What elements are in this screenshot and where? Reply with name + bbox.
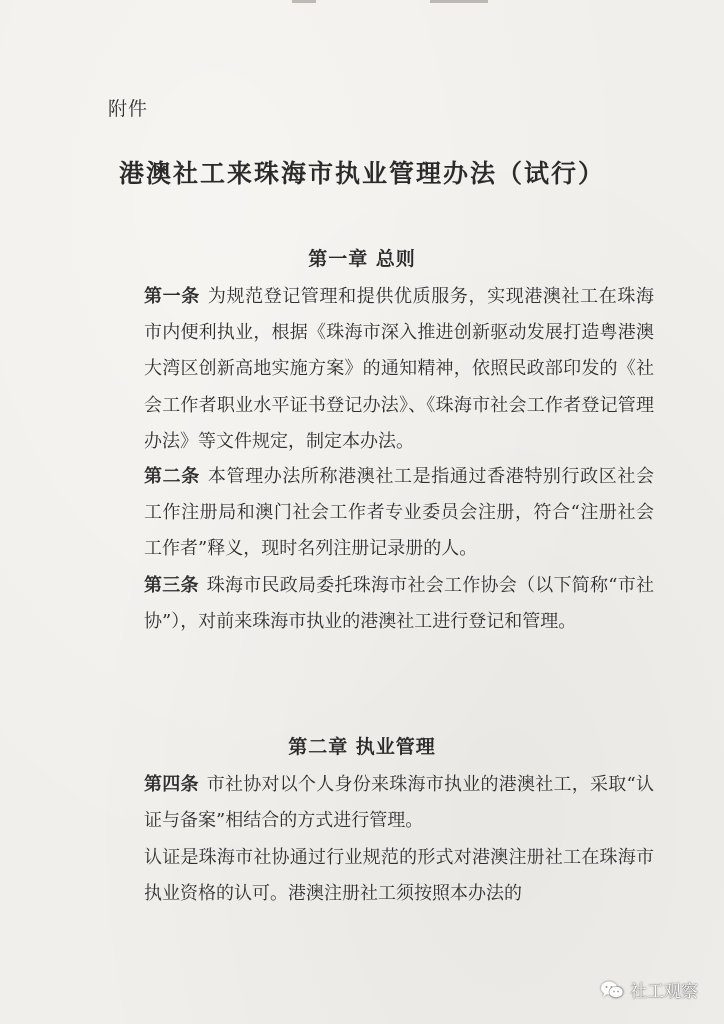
article-text: 本管理办法所称港澳社工是指通过香港特别行政区社会工作注册局和澳门社会工作者专业委员会注册，符合“注册社会工作者”释义，现时名列注册记录册的人。 — [144, 466, 655, 560]
article-lead: 第三条 — [144, 575, 199, 596]
watermark-text: 社工观察 — [630, 982, 698, 1002]
article-text: 珠海市民政局委托珠海市社会工作协会（以下简称“市社协”），对前来珠海市执业的港澳社工进行登记和管理。 — [144, 575, 655, 633]
article-lead: 第四条 — [144, 774, 199, 795]
chapter-heading-2: 第二章 执业管理 — [288, 736, 436, 758]
article-2 — [108, 459, 654, 568]
article-lead: 第二条 — [144, 466, 200, 487]
source-watermark — [600, 977, 698, 1002]
certification-paragraph: 认证是珠海市社协通过行业规范的形式对港澳注册社工在珠海市执业资格的认可。港澳注册社工须按照本办法的 — [144, 847, 654, 905]
article-text: 市社协对以个人身份来珠海市执业的港澳社工，采取“认证与备案”相结合的方式进行管理。 — [144, 774, 655, 832]
document-title: 港澳社工来珠海市执业管理办法（试行） — [118, 159, 605, 188]
scan-edge-mark — [430, 0, 488, 3]
scan-edge-mark — [292, 0, 316, 3]
article-text: 为规范登记管理和提供优质服务，实现港澳社工在珠海市内便利执业，根据《珠海市深入推进创新驱动发展打造粤港澳大湾区创新高地实施方案》的通知精神，依照民政部印发的《社会工作者职业水平证书登记办法》、《珠海市社会工作者登记管理办法》等文件规定，制定本办法。 — [144, 286, 655, 452]
attachment-label: 附件 — [108, 98, 149, 120]
article-1 — [108, 279, 654, 460]
article-3 — [108, 568, 654, 640]
chapter-heading-1: 第一章 总则 — [308, 248, 416, 270]
wechat-icon — [600, 980, 624, 1000]
article-4 — [108, 767, 654, 839]
article-lead: 第一条 — [144, 286, 200, 307]
